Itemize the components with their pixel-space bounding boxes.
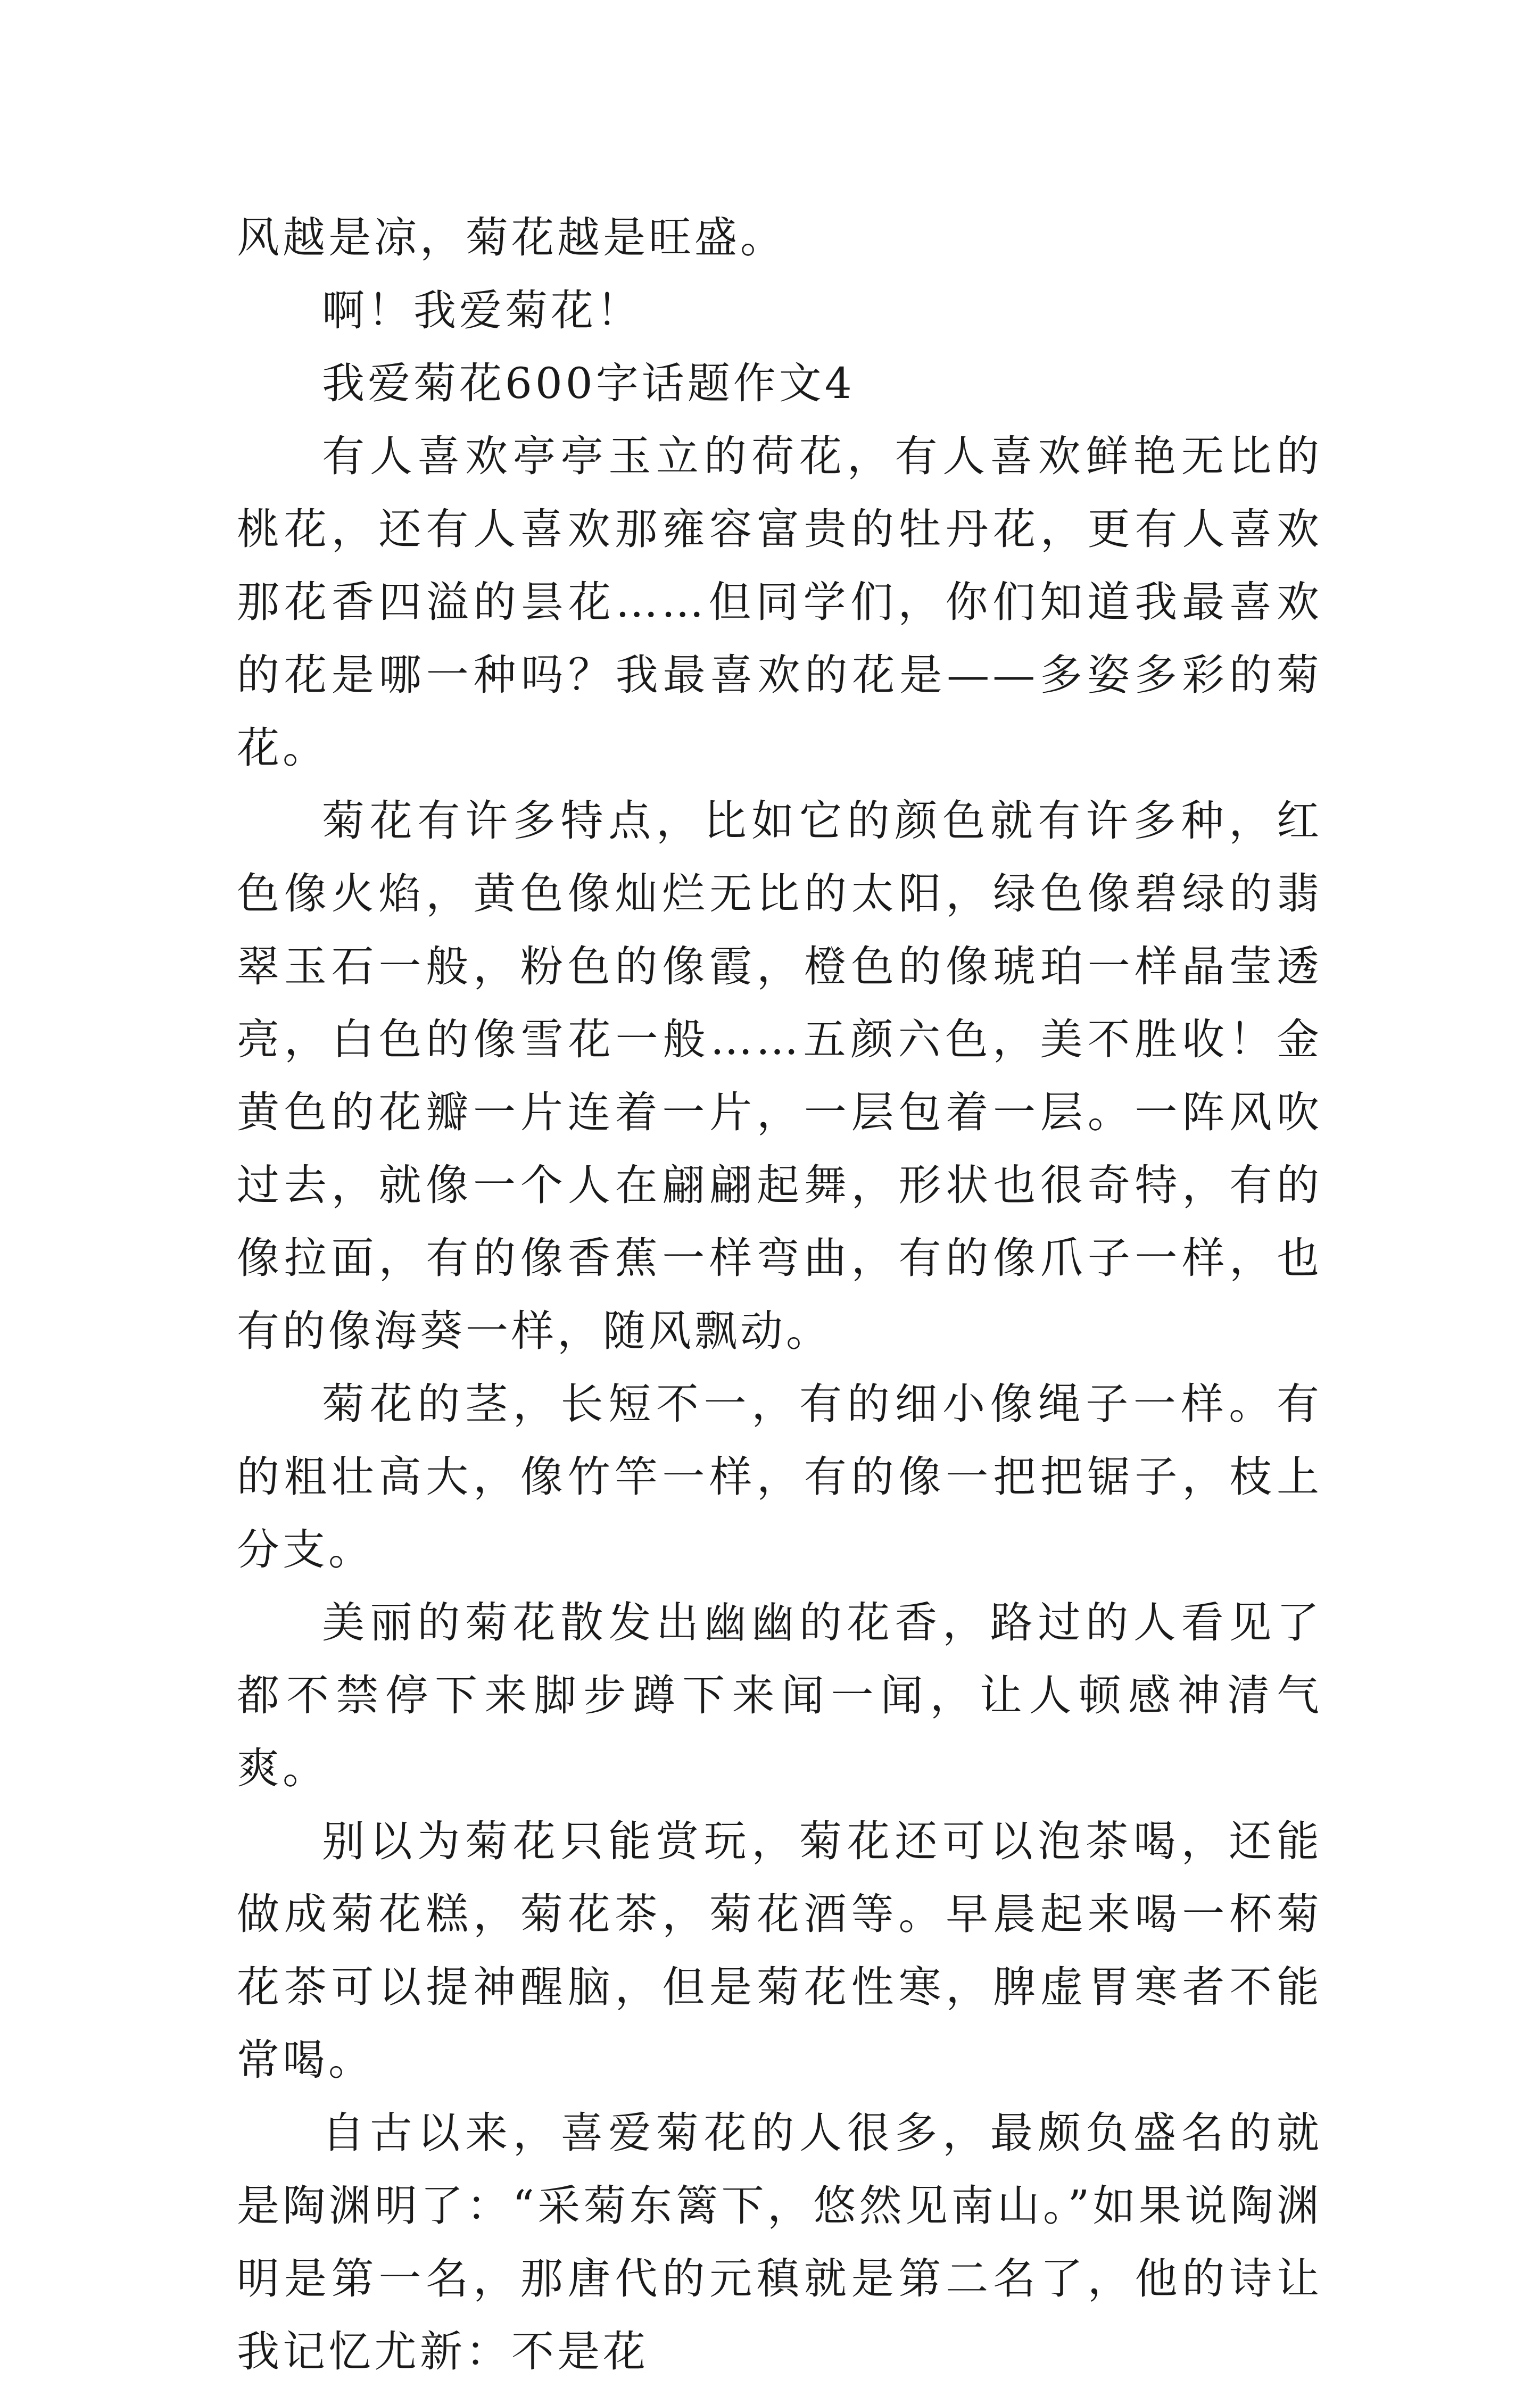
paragraph: 自古以来，喜爱菊花的人很多，最颇负盛名的就是陶渊明了：“采菊东篱下，悠然见南山。”如果说陶渊明是第一名，那唐代的元稹就是第二名了，他的诗让我记忆尤新：不是花 — [237, 2108, 1322, 2376]
document-body — [237, 201, 1322, 2388]
paragraph: 风越是凉，菊花越是旺盛。 — [237, 213, 786, 262]
paragraph: 别以为菊花只能赏玩，菊花还可以泡茶喝，还能做成菊花糕，菊花茶，菊花酒等。早晨起来喝一杯菊花茶可以提神醒脑，但是菊花性寒，脾虚胃寒者不能常喝。 — [237, 1817, 1322, 2085]
paragraph: 菊花的茎，长短不一，有的细小像绳子一样。有的粗壮高大，像竹竿一样，有的像一把把锯子，枝上分支。 — [237, 1379, 1322, 1574]
paragraph: 啊！我爱菊花！ — [322, 286, 642, 335]
paragraph: 菊花有许多特点，比如它的颜色就有许多种，红色像火焰，黄色像灿烂无比的太阳，绿色像碧绿的翡翠玉石一般，粉色的像霞，橙色的像琥珀一样晶莹透亮，白色的像雪花一般……五颜六色，美不胜收！金黄色的花瓣一片连着一片，一层包着一层。一阵风吹过去，就像一个人在翩翩起舞，形状也很奇特，有的像拉面，有的像香蕉一样弯曲，有的像爪子一样，也有的像海葵一样，随风飘动。 — [237, 796, 1322, 1356]
paragraph: 美丽的菊花散发出幽幽的花香，路过的人看见了都不禁停下来脚步蹲下来闻一闻，让人顿感神清气爽。 — [237, 1598, 1322, 1793]
paragraph: 有人喜欢亭亭玉立的荷花，有人喜欢鲜艳无比的桃花，还有人喜欢那雍容富贵的牡丹花，更有人喜欢那花香四溢的昙花……但同学们，你们知道我最喜欢的花是哪一种吗？我最喜欢的花是——多姿多彩的菊花。 — [237, 432, 1322, 773]
section-heading: 我爱菊花600字话题作文4 — [322, 359, 855, 408]
